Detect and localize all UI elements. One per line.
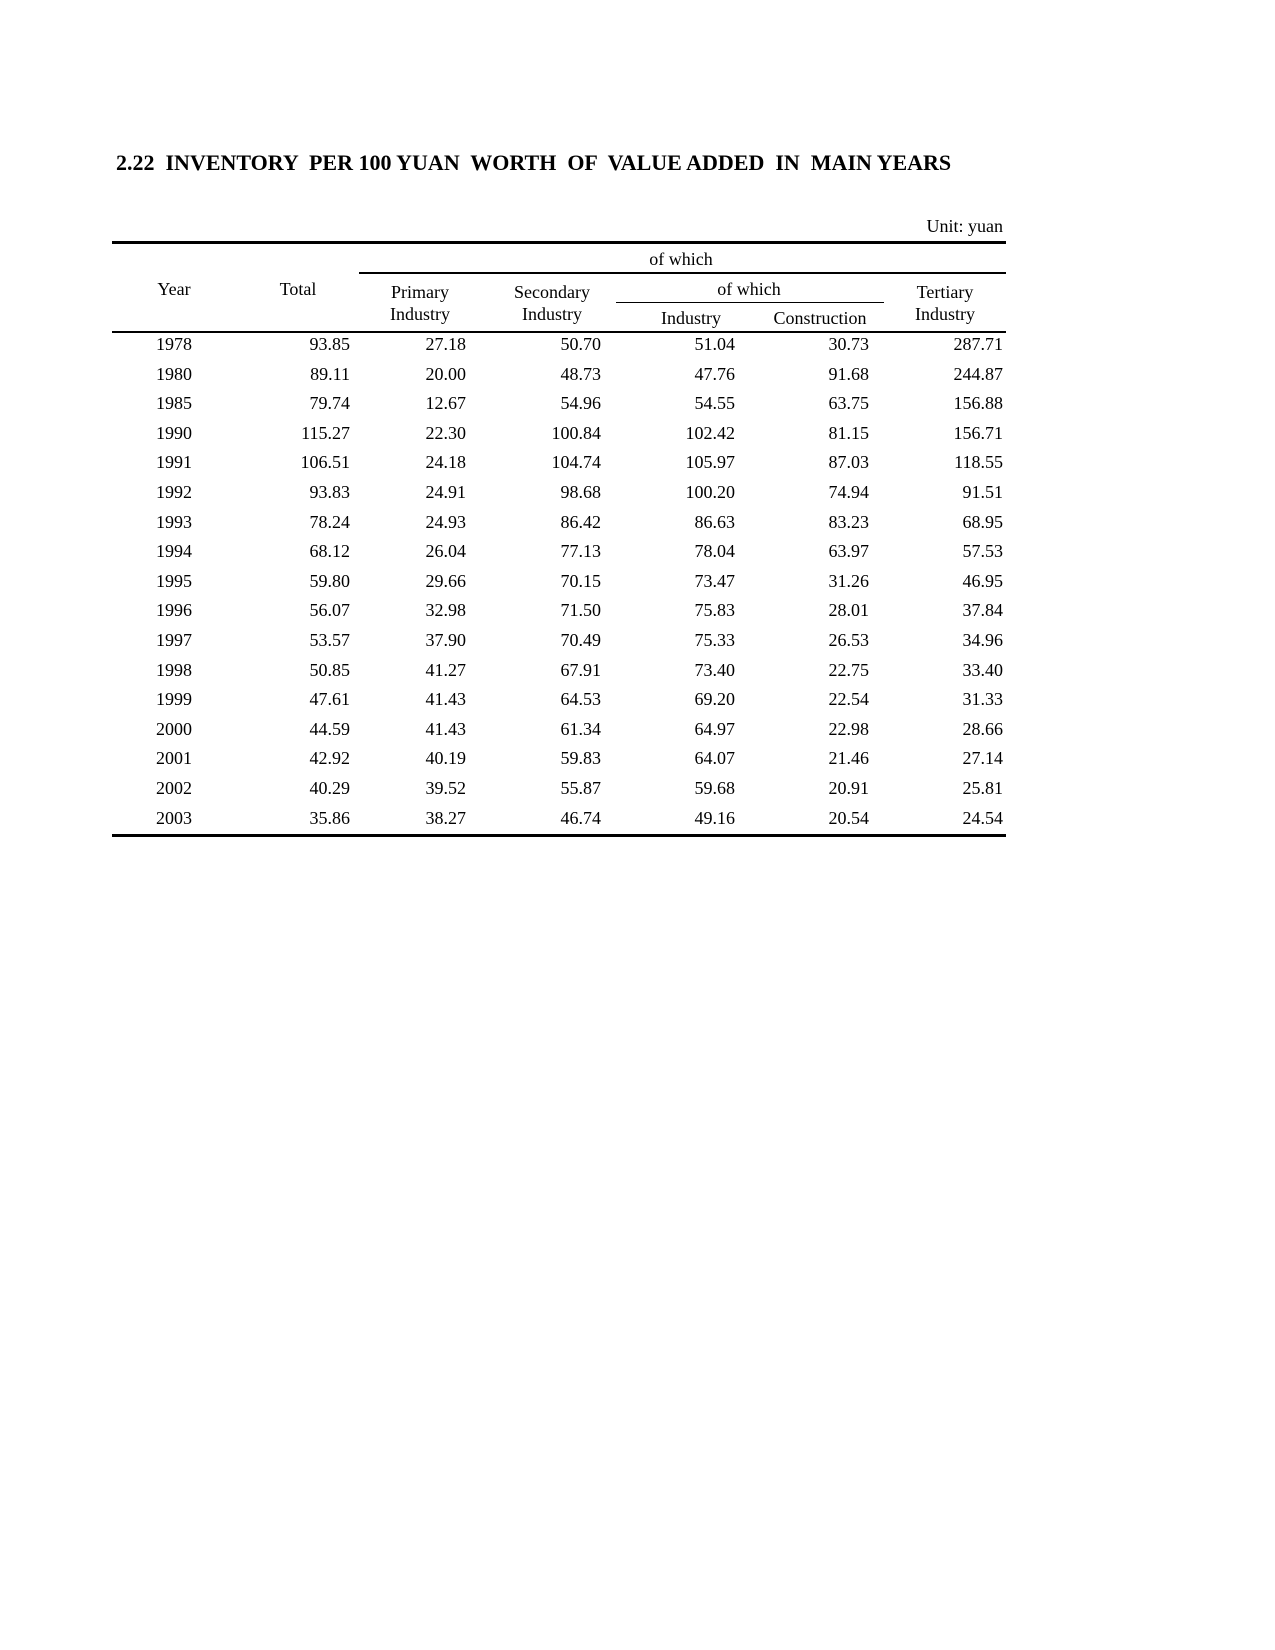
header-secondary-industry — [497, 281, 607, 325]
year-cell: 2003 — [156, 807, 192, 828]
table-row — [112, 452, 1006, 482]
header-primary-line2: Industry — [390, 304, 450, 324]
total-cell: 59.80 — [309, 570, 350, 591]
of-which-inner-rule — [616, 302, 884, 303]
construction-cell: 20.54 — [828, 807, 869, 828]
table-row — [112, 571, 1006, 601]
year-cell: 1998 — [156, 659, 192, 680]
year-cell: 1985 — [156, 393, 192, 414]
secondary-cell: 50.70 — [560, 334, 601, 354]
construction-cell: 87.03 — [828, 452, 869, 473]
primary-cell: 26.04 — [425, 541, 466, 562]
year-cell: 2000 — [156, 718, 192, 739]
table-row — [112, 541, 1006, 571]
secondary-cell: 100.84 — [551, 422, 601, 443]
construction-cell: 31.26 — [828, 570, 869, 591]
tertiary-cell: 37.84 — [962, 600, 1003, 621]
secondary-cell: 70.49 — [560, 629, 601, 650]
year-cell: 1978 — [156, 334, 192, 354]
total-cell: 50.85 — [309, 659, 350, 680]
total-cell: 106.51 — [300, 452, 350, 473]
tertiary-cell: 27.14 — [962, 748, 1003, 769]
table-row — [112, 512, 1006, 542]
total-cell: 44.59 — [309, 718, 350, 739]
header-tertiary-industry — [895, 281, 995, 325]
construction-cell: 63.75 — [828, 393, 869, 414]
secondary-cell: 54.96 — [560, 393, 601, 414]
industry-cell: 100.20 — [685, 481, 735, 502]
table-row — [112, 482, 1006, 512]
industry-cell: 73.40 — [694, 659, 735, 680]
industry-cell: 64.07 — [694, 748, 735, 769]
primary-cell: 32.98 — [425, 600, 466, 621]
primary-cell: 24.91 — [425, 481, 466, 502]
year-cell: 1997 — [156, 629, 192, 650]
industry-cell: 64.97 — [694, 718, 735, 739]
industry-cell: 75.83 — [694, 600, 735, 621]
table-row — [112, 808, 1006, 838]
table-row — [112, 600, 1006, 630]
construction-cell: 20.91 — [828, 777, 869, 798]
year-cell: 1993 — [156, 511, 192, 532]
construction-cell: 22.54 — [828, 689, 869, 710]
primary-cell: 41.27 — [425, 659, 466, 680]
primary-cell: 40.19 — [425, 748, 466, 769]
total-cell: 35.86 — [309, 807, 350, 828]
secondary-cell: 98.68 — [560, 481, 601, 502]
total-cell: 56.07 — [309, 600, 350, 621]
primary-cell: 29.66 — [425, 570, 466, 591]
industry-cell: 102.42 — [685, 422, 735, 443]
year-cell: 1991 — [156, 452, 192, 473]
header-tertiary-line1: Tertiary — [916, 282, 974, 302]
year-cell: 1994 — [156, 541, 192, 562]
industry-cell: 78.04 — [694, 541, 735, 562]
year-cell: 1980 — [156, 363, 192, 384]
tertiary-cell: 57.53 — [962, 541, 1003, 562]
header-of-which-inner: of which — [717, 279, 781, 299]
table-row — [112, 334, 1006, 364]
page-title: 2.22 INVENTORY PER 100 YUAN WORTH OF VALUE ADDED IN MAIN YEARS — [116, 150, 952, 175]
tertiary-cell: 34.96 — [962, 629, 1003, 650]
primary-cell: 41.43 — [425, 718, 466, 739]
primary-cell: 20.00 — [425, 363, 466, 384]
construction-cell: 30.73 — [828, 334, 869, 354]
industry-cell: 54.55 — [694, 393, 735, 414]
year-cell: 1995 — [156, 570, 192, 591]
secondary-cell: 48.73 — [560, 363, 601, 384]
table-row — [112, 748, 1006, 778]
header-of-which-outer: of which — [649, 249, 713, 269]
table-row — [112, 630, 1006, 660]
construction-cell: 28.01 — [828, 600, 869, 621]
industry-cell: 105.97 — [685, 452, 735, 473]
header-year: Year — [157, 279, 191, 299]
construction-cell: 21.46 — [828, 748, 869, 769]
year-cell: 1990 — [156, 422, 192, 443]
construction-cell: 83.23 — [828, 511, 869, 532]
industry-cell: 51.04 — [694, 334, 735, 354]
table-row — [112, 364, 1006, 394]
industry-cell: 73.47 — [694, 570, 735, 591]
header-bottom-rule — [112, 331, 1006, 333]
header-industry: Industry — [661, 308, 721, 328]
header-primary-line1: Primary — [391, 282, 449, 302]
industry-cell: 86.63 — [694, 511, 735, 532]
tertiary-cell: 68.95 — [962, 511, 1003, 532]
primary-cell: 24.93 — [425, 511, 466, 532]
secondary-cell: 104.74 — [551, 452, 601, 473]
tertiary-cell: 33.40 — [962, 659, 1003, 680]
year-cell: 1992 — [156, 481, 192, 502]
tertiary-cell: 31.33 — [962, 689, 1003, 710]
primary-cell: 22.30 — [425, 422, 466, 443]
table-row — [112, 393, 1006, 423]
total-cell: 115.27 — [301, 422, 350, 443]
table-row — [112, 778, 1006, 808]
total-cell: 68.12 — [309, 541, 350, 562]
total-cell: 40.29 — [309, 777, 350, 798]
secondary-cell: 70.15 — [560, 570, 601, 591]
total-cell: 42.92 — [309, 748, 350, 769]
header-primary-industry — [370, 281, 470, 325]
primary-cell: 39.52 — [425, 777, 466, 798]
industry-cell: 59.68 — [694, 777, 735, 798]
total-cell: 93.83 — [309, 481, 350, 502]
tertiary-cell: 46.95 — [962, 570, 1003, 591]
secondary-cell: 77.13 — [560, 541, 601, 562]
header-total: Total — [279, 279, 317, 299]
primary-cell: 37.90 — [425, 629, 466, 650]
table-row — [112, 719, 1006, 749]
tertiary-cell: 28.66 — [962, 718, 1003, 739]
year-cell: 1999 — [156, 689, 192, 710]
total-cell: 78.24 — [309, 511, 350, 532]
unit-label: Unit: yuan — [926, 216, 1003, 236]
table-row — [112, 689, 1006, 719]
secondary-cell: 67.91 — [560, 659, 601, 680]
tertiary-cell: 156.88 — [953, 393, 1003, 414]
construction-cell: 22.75 — [828, 659, 869, 680]
header-construction: Construction — [773, 308, 867, 328]
of-which-outer-rule — [359, 272, 1006, 274]
total-cell: 53.57 — [309, 629, 350, 650]
construction-cell: 91.68 — [828, 363, 869, 384]
header-secondary-line2: Industry — [522, 304, 582, 324]
industry-cell: 49.16 — [694, 807, 735, 828]
secondary-cell: 61.34 — [560, 718, 601, 739]
tertiary-cell: 118.55 — [954, 452, 1003, 473]
table-row — [112, 423, 1006, 453]
year-cell: 2001 — [156, 748, 192, 769]
tertiary-cell: 91.51 — [962, 481, 1003, 502]
tertiary-cell: 287.71 — [953, 334, 1003, 354]
primary-cell: 38.27 — [425, 807, 466, 828]
construction-cell: 26.53 — [828, 629, 869, 650]
table-row — [112, 660, 1006, 690]
tertiary-cell: 156.71 — [953, 422, 1003, 443]
industry-cell: 69.20 — [694, 689, 735, 710]
secondary-cell: 64.53 — [560, 689, 601, 710]
construction-cell: 81.15 — [828, 422, 869, 443]
primary-cell: 12.67 — [425, 393, 466, 414]
construction-cell: 63.97 — [828, 541, 869, 562]
primary-cell: 27.18 — [425, 334, 466, 354]
secondary-cell: 46.74 — [560, 807, 601, 828]
table-body — [112, 334, 1006, 837]
industry-cell: 47.76 — [694, 363, 735, 384]
tertiary-cell: 244.87 — [953, 363, 1003, 384]
header-tertiary-line2: Industry — [915, 304, 975, 324]
primary-cell: 24.18 — [425, 452, 466, 473]
year-cell: 1996 — [156, 600, 192, 621]
secondary-cell: 86.42 — [560, 511, 601, 532]
secondary-cell: 59.83 — [560, 748, 601, 769]
total-cell: 47.61 — [309, 689, 350, 710]
tertiary-cell: 24.54 — [962, 807, 1003, 828]
total-cell: 93.85 — [309, 334, 350, 354]
total-cell: 79.74 — [309, 393, 350, 414]
construction-cell: 22.98 — [828, 718, 869, 739]
construction-cell: 74.94 — [828, 481, 869, 502]
primary-cell: 41.43 — [425, 689, 466, 710]
secondary-cell: 71.50 — [560, 600, 601, 621]
secondary-cell: 55.87 — [560, 777, 601, 798]
industry-cell: 75.33 — [694, 629, 735, 650]
total-cell: 89.11 — [310, 363, 350, 384]
header-secondary-line1: Secondary — [514, 282, 590, 302]
year-cell: 2002 — [156, 777, 192, 798]
tertiary-cell: 25.81 — [962, 777, 1003, 798]
table-top-rule — [112, 241, 1006, 244]
